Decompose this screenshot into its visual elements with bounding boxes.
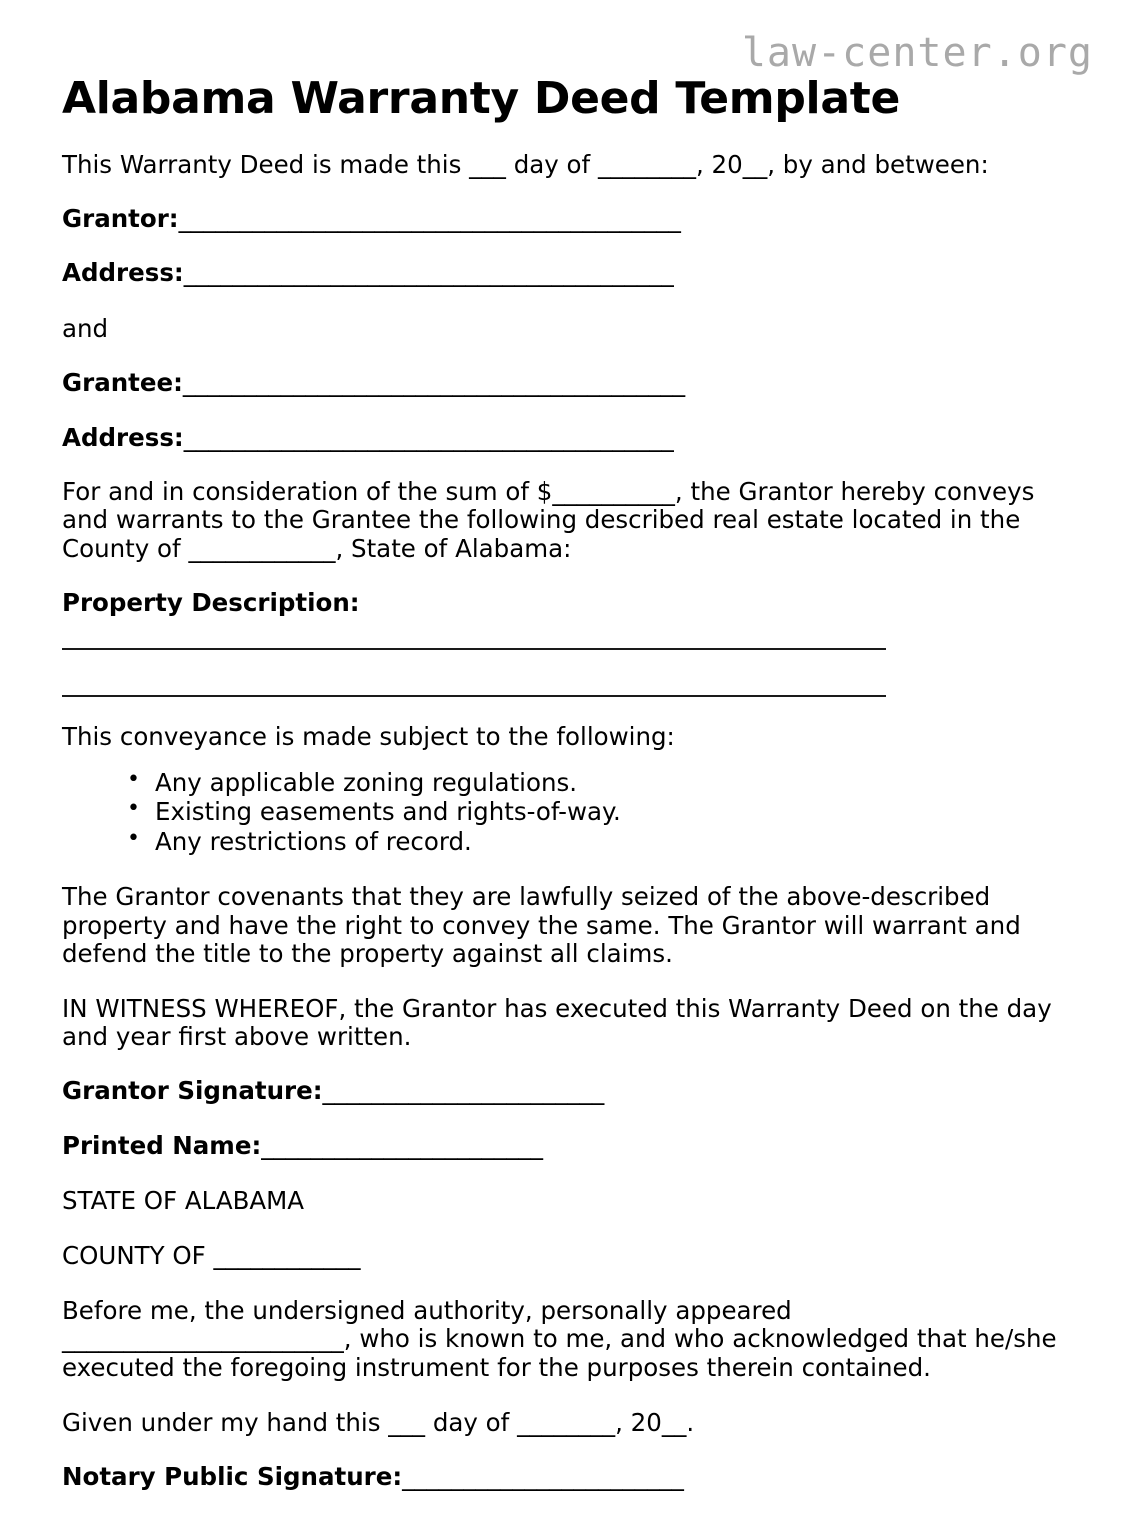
grantee-address-field xyxy=(62,398,1071,452)
witness-paragraph: IN WITNESS WHEREOF, the Grantor has executed this Warranty Deed on the day and year first above written. xyxy=(62,993,1052,1051)
and-connector: and xyxy=(62,313,109,343)
consideration-paragraph: For and in consideration of the sum of $__________, the Grantor hereby conveys and warrants to the Grantee the following described real estate located in the County of ____________, State of Alabama: xyxy=(62,476,1035,563)
bottom-spacer xyxy=(62,1492,1071,1532)
given-under-hand-line[interactable]: Given under my hand this ___ day of ________, 20__. xyxy=(62,1408,695,1438)
list-item: • Any restrictions of record. xyxy=(124,828,1071,857)
acknowledgment-paragraph: Before me, the undersigned authority, personally appeared _______________________, who is known to me, and who acknowledged that he/she executed the foregoing instrument for the purposes therein contained. xyxy=(62,1295,1057,1382)
intro-paragraph: This Warranty Deed is made this ___ day of ________, 20__, by and between: xyxy=(62,149,989,179)
covenants-paragraph: The Grantor covenants that they are lawfully seized of the above-described property and have the right to convey the same. The Grantor will warrant and defend the title to the property against all claims. xyxy=(62,882,1021,969)
grantee-address-label: Address: xyxy=(62,422,184,452)
grantee-field xyxy=(62,343,1071,397)
site-watermark: law-center.org xyxy=(741,30,1093,76)
grantor-blank[interactable]: _________________________________________ xyxy=(178,204,681,233)
printed-name-field xyxy=(62,1106,1071,1160)
property-description-line-1[interactable] xyxy=(62,648,886,650)
property-description-lines xyxy=(62,618,1071,697)
grantee-label: Grantee: xyxy=(62,368,183,398)
grantor-address-field xyxy=(62,233,1071,287)
grantor-address-label: Address: xyxy=(62,258,184,288)
county-line[interactable]: COUNTY OF ____________ xyxy=(62,1241,361,1271)
conveyance-intro: This conveyance is made subject to the following: xyxy=(62,721,675,751)
state-line: STATE OF ALABAMA xyxy=(62,1186,305,1216)
grantor-label: Grantor: xyxy=(62,204,179,233)
notary-signature-field xyxy=(62,1437,1071,1491)
notary-signature-blank[interactable]: _______________________ xyxy=(402,1462,684,1492)
printed-name-label: Printed Name: xyxy=(62,1130,262,1160)
grantor-signature-blank[interactable]: _______________________ xyxy=(322,1076,605,1106)
grantor-signature-label: Grantor Signature: xyxy=(62,1076,323,1106)
printed-name-blank[interactable]: _______________________ xyxy=(261,1130,544,1160)
grantor-signature-field xyxy=(62,1051,1071,1105)
notary-signature-label: Notary Public Signature: xyxy=(62,1462,403,1492)
page-title: Alabama Warranty Deed Template xyxy=(62,73,901,124)
list-item: • Existing easements and rights-of-way. xyxy=(124,798,1071,827)
list-item: • Any applicable zoning regulations. xyxy=(124,769,1071,798)
property-description-label: Property Description: xyxy=(62,588,360,618)
conditions-list xyxy=(62,751,1071,857)
grantor-field xyxy=(62,179,1071,233)
grantor-address-blank[interactable]: ________________________________________ xyxy=(183,258,674,288)
grantee-address-blank[interactable]: ________________________________________ xyxy=(183,422,674,452)
grantee-blank[interactable]: _________________________________________ xyxy=(182,368,686,398)
